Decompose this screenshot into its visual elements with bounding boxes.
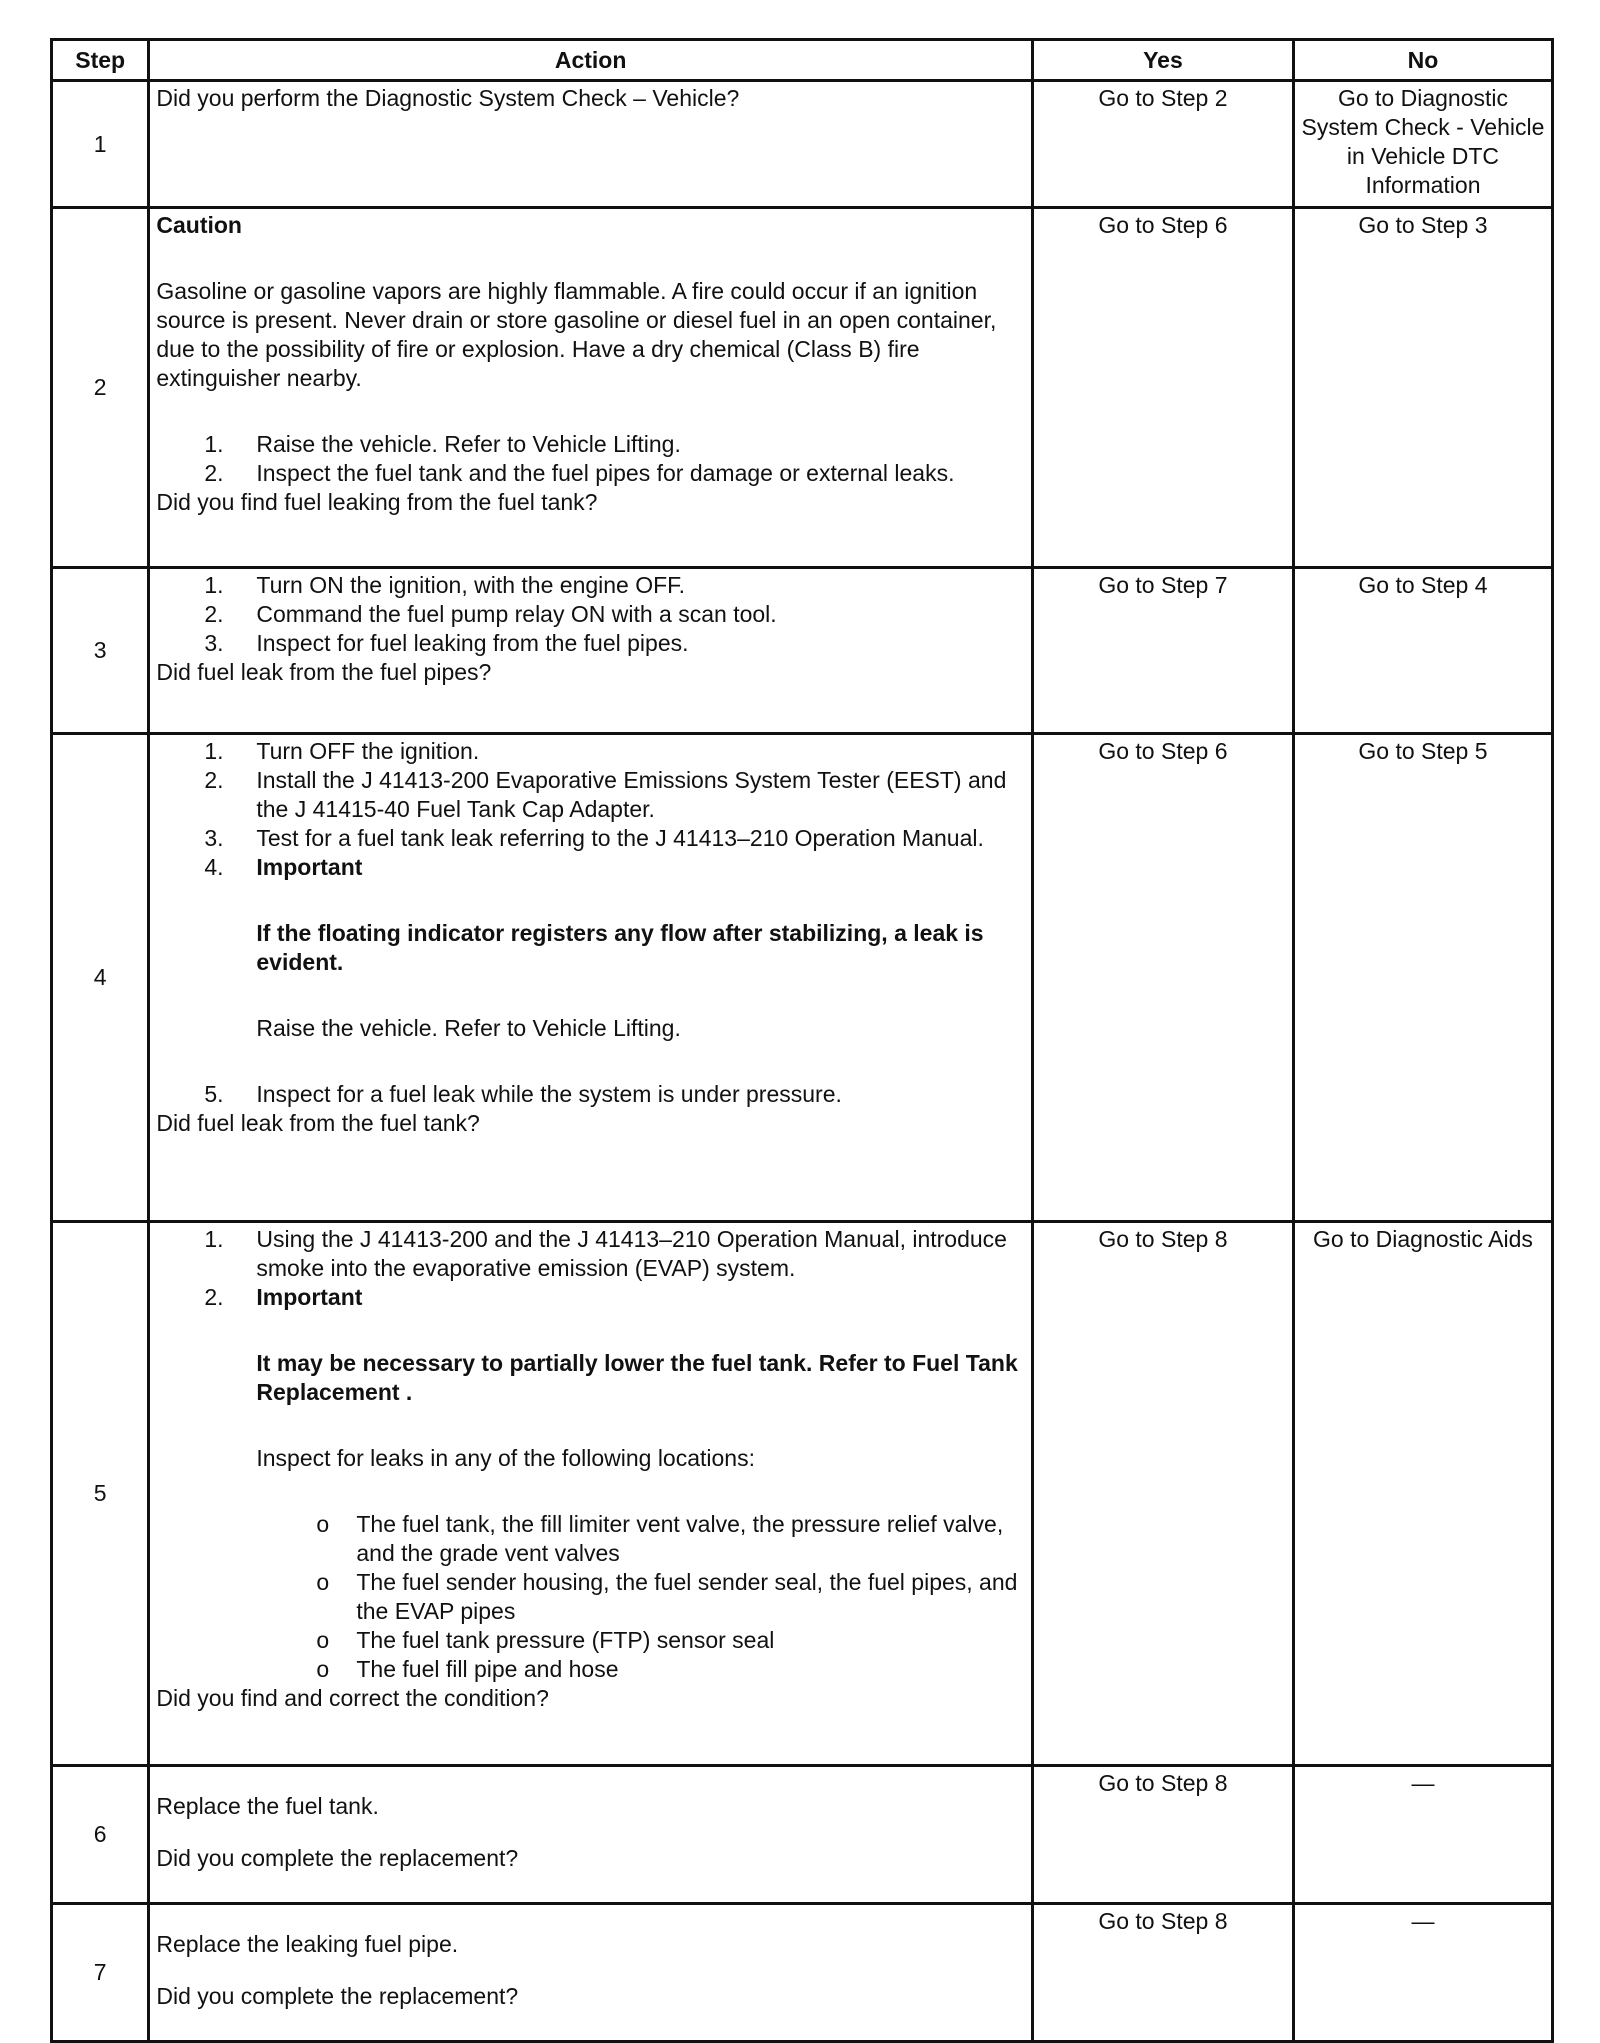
list-item: o The fuel sender housing, the fuel sender seal, the fuel pipes, and the EVAP pipes <box>316 1569 1018 1624</box>
action-question: Did fuel leak from the fuel pipes? <box>156 659 492 685</box>
location-list <box>156 1510 1025 1684</box>
no-outcome: Go to Diagnostic System Check - Vehicle in Vehicle DTC Information <box>1301 85 1545 198</box>
sub-step-text: Inspect for leaks in any of the following locations: <box>256 1445 755 1471</box>
list-item: 2. Install the J 41413-200 Evaporative Emissions System Tester (EEST) and the J 41415-40 Fuel Tank Cap Adapter. <box>204 767 1007 822</box>
procedure-list <box>156 571 1025 658</box>
action-cell <box>149 1766 1033 1904</box>
diagnostic-table <box>50 38 1554 2043</box>
table-row-step-1 <box>52 81 1553 208</box>
header-action: Action <box>149 40 1033 81</box>
procedure-list-continued <box>156 1080 1025 1109</box>
list-item: 3. Test for a fuel tank leak referring to the J 41413–210 Operation Manual. <box>204 825 984 851</box>
action-question: Did you complete the replacement? <box>156 1845 519 1871</box>
step-number: 1 <box>52 81 149 208</box>
table-row-step-4 <box>52 734 1553 1222</box>
list-item: o The fuel tank, the fill limiter vent valve, the pressure relief valve, and the grade vent valves <box>316 1511 1004 1566</box>
no-outcome: — <box>1411 1770 1435 1796</box>
step-number: 6 <box>52 1766 149 1904</box>
list-item: 1. Turn OFF the ignition. <box>204 738 480 764</box>
no-cell <box>1293 1904 1552 2042</box>
yes-cell <box>1032 208 1293 568</box>
no-outcome: Go to Step 5 <box>1358 738 1488 764</box>
action-cell <box>149 208 1033 568</box>
no-cell <box>1293 734 1552 1222</box>
table-row-step-5 <box>52 1222 1553 1766</box>
action-question: Did fuel leak from the fuel tank? <box>156 1110 480 1136</box>
procedure-list <box>156 737 1025 882</box>
list-item: 2. Command the fuel pump relay ON with a scan tool. <box>204 601 777 627</box>
table-row-step-6 <box>52 1766 1553 1904</box>
action-cell <box>149 1904 1033 2042</box>
yes-outcome: Go to Step 2 <box>1098 85 1228 111</box>
list-item: 1. Turn ON the ignition, with the engine OFF. <box>204 572 686 598</box>
list-item: o The fuel tank pressure (FTP) sensor seal <box>316 1627 775 1653</box>
list-item: 4. Important <box>204 854 363 880</box>
list-item: 2. Important <box>204 1284 363 1310</box>
yes-cell <box>1032 568 1293 734</box>
list-item: 3. Inspect for fuel leaking from the fuel pipes. <box>204 630 689 656</box>
no-outcome: Go to Diagnostic Aids <box>1313 1226 1533 1252</box>
no-cell <box>1293 81 1552 208</box>
table-row-step-2 <box>52 208 1553 568</box>
yes-cell <box>1032 734 1293 1222</box>
important-note: If the floating indicator registers any flow after stabilizing, a leak is evident. <box>256 920 984 975</box>
yes-cell <box>1032 1766 1293 1904</box>
yes-cell <box>1032 1904 1293 2042</box>
action-text: Replace the fuel tank. <box>156 1793 379 1819</box>
important-note: It may be necessary to partially lower the fuel tank. Refer to Fuel Tank Replacement . <box>256 1350 1018 1405</box>
yes-outcome: Go to Step 8 <box>1098 1226 1228 1252</box>
action-question: Did you perform the Diagnostic System Check – Vehicle? <box>156 85 740 111</box>
no-cell <box>1293 568 1552 734</box>
no-outcome: — <box>1411 1908 1435 1934</box>
no-outcome: Go to Step 4 <box>1358 572 1488 598</box>
no-cell <box>1293 1222 1552 1766</box>
header-yes: Yes <box>1032 40 1293 81</box>
list-item: 1. Using the J 41413-200 and the J 41413–210 Operation Manual, introduce smoke into the evaporative emission (EVAP) system. <box>204 1226 1007 1281</box>
step-number: 4 <box>52 734 149 1222</box>
yes-cell <box>1032 81 1293 208</box>
no-cell <box>1293 1766 1552 1904</box>
yes-outcome: Go to Step 8 <box>1098 1770 1228 1796</box>
list-item: 5. Inspect for a fuel leak while the system is under pressure. <box>204 1081 842 1107</box>
yes-cell <box>1032 1222 1293 1766</box>
step-number: 5 <box>52 1222 149 1766</box>
list-item: o The fuel fill pipe and hose <box>316 1656 619 1682</box>
procedure-list <box>156 1225 1025 1312</box>
caution-title: Caution <box>156 212 242 238</box>
action-question: Did you complete the replacement? <box>156 1983 519 2009</box>
header-no: No <box>1293 40 1552 81</box>
table-row-step-3 <box>52 568 1553 734</box>
yes-outcome: Go to Step 8 <box>1098 1908 1228 1934</box>
list-item: 1. Raise the vehicle. Refer to Vehicle Lifting. <box>204 431 681 457</box>
yes-outcome: Go to Step 7 <box>1098 572 1228 598</box>
action-text: Replace the leaking fuel pipe. <box>156 1931 459 1957</box>
action-cell <box>149 734 1033 1222</box>
yes-outcome: Go to Step 6 <box>1098 212 1228 238</box>
caution-text: Gasoline or gasoline vapors are highly flammable. A fire could occur if an ignition source is present. Never drain or store gasoline or diesel fuel in an open container, due to the possibility of fire or explosion. Have a dry chemical (Class B) fire extinguisher nearby. <box>156 278 997 391</box>
no-outcome: Go to Step 3 <box>1358 212 1488 238</box>
action-cell <box>149 568 1033 734</box>
list-item: 2. Inspect the fuel tank and the fuel pipes for damage or external leaks. <box>204 460 955 486</box>
step-number: 2 <box>52 208 149 568</box>
action-cell <box>149 81 1033 208</box>
no-cell <box>1293 208 1552 568</box>
header-row <box>52 40 1553 81</box>
sub-step-text: Raise the vehicle. Refer to Vehicle Lifting. <box>256 1015 681 1041</box>
action-question: Did you find and correct the condition? <box>156 1685 549 1711</box>
yes-outcome: Go to Step 6 <box>1098 738 1228 764</box>
action-cell <box>149 1222 1033 1766</box>
action-question: Did you find fuel leaking from the fuel tank? <box>156 489 598 515</box>
procedure-list <box>156 430 1025 488</box>
step-number: 7 <box>52 1904 149 2042</box>
step-number: 3 <box>52 568 149 734</box>
table-row-step-7 <box>52 1904 1553 2042</box>
header-step: Step <box>52 40 149 81</box>
